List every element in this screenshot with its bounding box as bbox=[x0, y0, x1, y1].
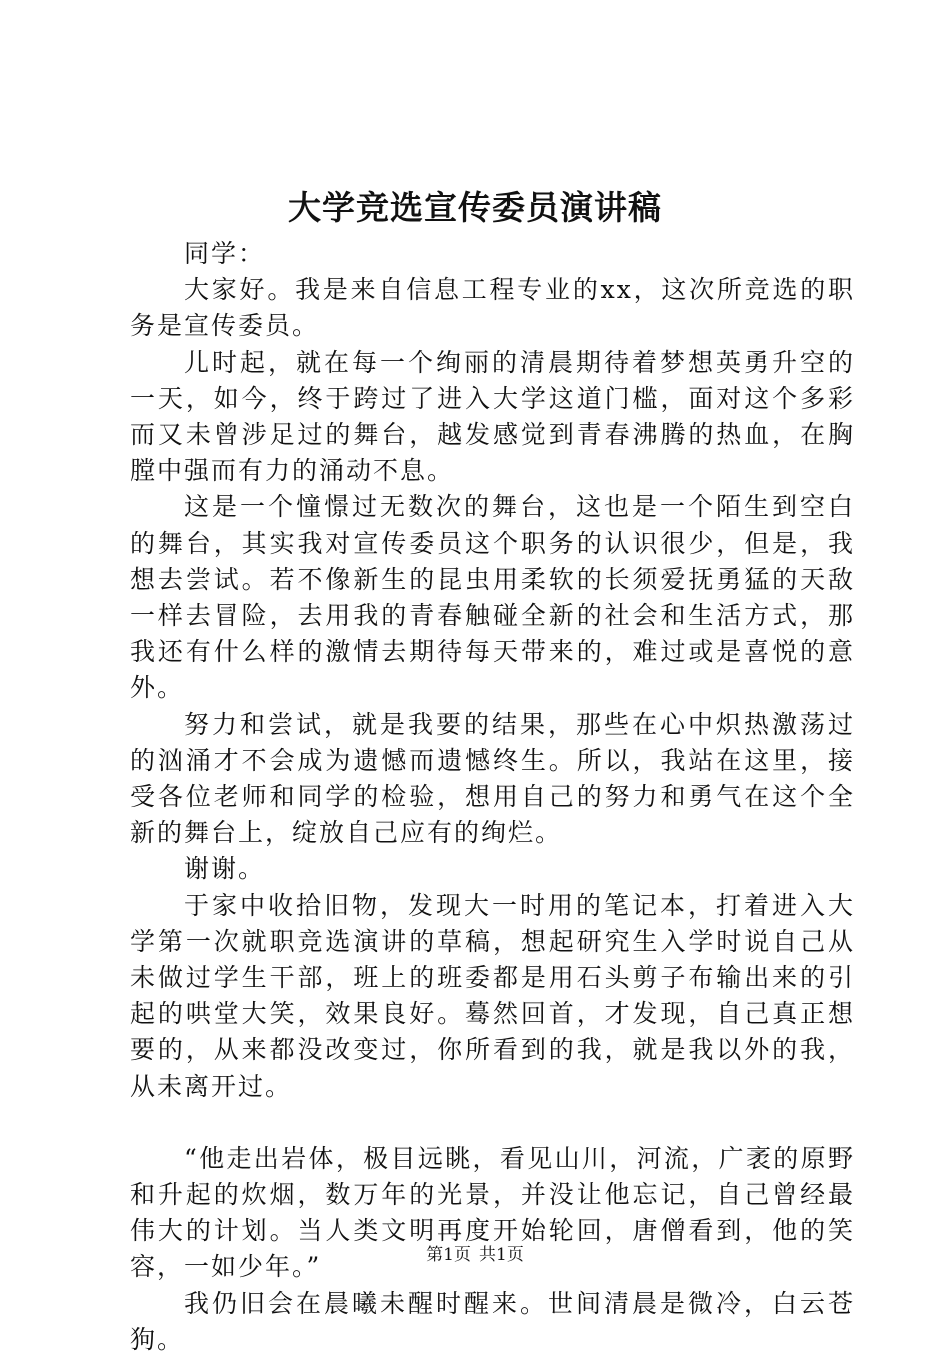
page-footer bbox=[0, 1244, 950, 1266]
paragraph-childhood: 儿时起，就在每一个绚丽的清晨期待着梦想英勇升空的一天，如今，终于跨过了进入大学这道门槛，面对这个多彩而又未曾涉足过的舞台，越发感觉到青春沸腾的热血，在胸膛中强而有力的涌动不息。 bbox=[130, 347, 855, 486]
paragraph-closing: 我仍旧会在晨曦未醒时醒来。世间清晨是微冷，白云苍狗。 bbox=[130, 1288, 855, 1354]
paragraph-stage: 这是一个憧憬过无数次的舞台，这也是一个陌生到空白的舞台，其实我对宣传委员这个职务的认识很少，但是，我想去尝试。若不像新生的昆虫用柔软的长须爱抚勇猛的天敌一样去冒险，去用我的青春触碰全新的社会和生活方式，那我还有什么样的激情去期待每天带来的，难过或是喜悦的意外。 bbox=[130, 492, 855, 703]
paragraph-thanks: 谢谢。 bbox=[184, 854, 266, 884]
paragraph-greeting: 大家好。我是来自信息工程专业的xx，这次所竞选的职务是宣传委员。 bbox=[130, 275, 855, 341]
page-number: 第1页 bbox=[426, 1245, 471, 1265]
paragraph-salutation: 同学： bbox=[184, 239, 266, 268]
document-title: 大学竞选宣传委员演讲稿 bbox=[288, 188, 662, 227]
paragraph-quote: “他走出岩体，极目远眺，看见山川，河流，广袤的原野和升起的炊烟，数万年的光景，并没让他忘记，自己曾经最伟大的计划。当人类文明再度开始轮回，唐僧看到，他的笑容，一如少年。” bbox=[130, 1143, 855, 1282]
paragraph-recollection: 于家中收拾旧物，发现大一时用的笔记本，打着进入大学第一次就职竞选演讲的草稿，想起研究生入学时说自己从未做过学生干部，班上的班委都是用石头剪子布输出来的引起的哄堂大笑，效果良好。蓦然回首，才发现，自己真正想要的，从来都没改变过，你所看到的我，就是我以外的我，从未离开过。 bbox=[130, 890, 855, 1101]
page-total: 共1页 bbox=[479, 1245, 524, 1265]
document-body bbox=[130, 236, 855, 1358]
paragraph-effort: 努力和尝试，就是我要的结果，那些在心中炽热激荡过的汹涌才不会成为遗憾而遗憾终生。所以，我站在这里，接受各位老师和同学的检验，想用自己的努力和勇气在这个全新的舞台上，绽放自己应有的绚烂。 bbox=[130, 709, 855, 848]
